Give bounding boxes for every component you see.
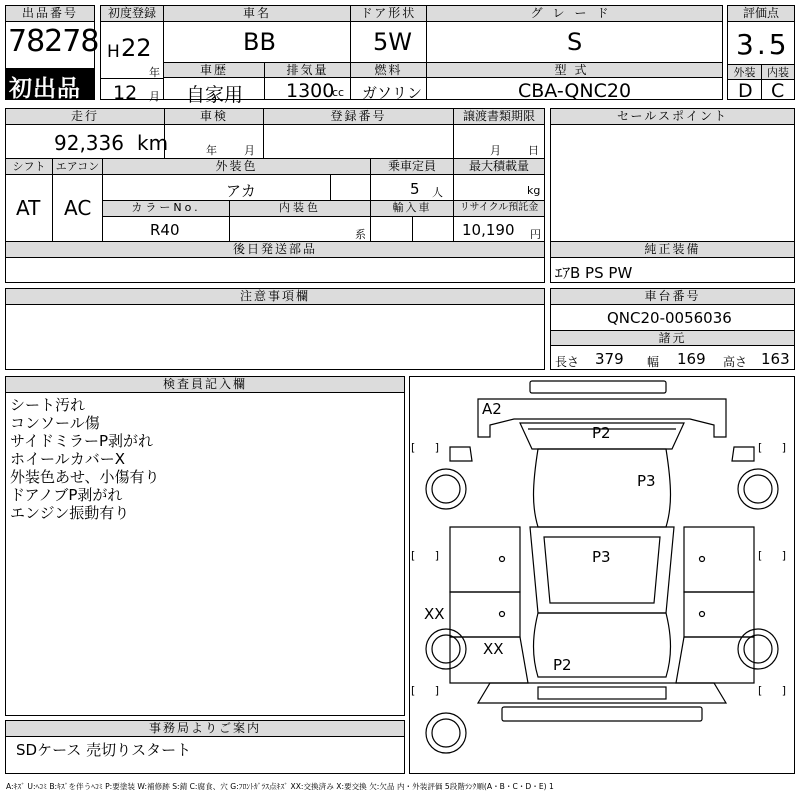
import-label: 輸入車 xyxy=(371,201,453,216)
bracket-rear-right: [ ] xyxy=(758,684,795,697)
damage-mark-p3-right: P3 xyxy=(637,472,656,490)
height-label: 高さ xyxy=(723,355,748,369)
equipment-label: 純正装備 xyxy=(551,242,794,258)
width-label: 幅 xyxy=(647,355,660,369)
displacement-unit: cc xyxy=(332,86,345,99)
later-parts-box xyxy=(5,241,545,283)
first-registration-box xyxy=(100,5,164,104)
aircon-label: エアコン xyxy=(53,159,102,175)
shift: AT xyxy=(16,196,41,220)
color-number: R40 xyxy=(150,221,180,239)
capacity: 5 xyxy=(410,180,420,198)
damage-mark-a2: A2 xyxy=(482,400,502,418)
shift-label: シフト xyxy=(6,159,52,175)
transfer-month-unit: 月 xyxy=(490,144,501,157)
lot-number-box xyxy=(5,5,99,102)
score: 3.5 xyxy=(736,28,790,61)
mileage-label: 走行 xyxy=(6,109,164,125)
specs-label: 諸元 xyxy=(551,331,794,346)
first-registration-label: 初度登録 xyxy=(101,6,163,22)
equipment-box xyxy=(550,241,795,283)
inspection-month-unit: 月 xyxy=(244,144,255,157)
exterior-color: アカ xyxy=(226,182,256,200)
bracket-rear-left: [ ] xyxy=(411,684,448,697)
vehicle-history: 自家用 xyxy=(186,84,244,106)
recycle-unit: 円 xyxy=(530,228,541,241)
displacement: 1300 xyxy=(286,80,335,102)
damage-mark-p2-rear: P2 xyxy=(553,656,572,674)
damage-mark-p3-roof: P3 xyxy=(592,548,611,566)
interior-grade-label: 内装 xyxy=(762,65,794,80)
transfer-deadline-label: 譲渡書類期限 xyxy=(454,109,544,125)
lot-number-label: 出品番号 xyxy=(6,6,94,22)
capacity-label: 乗車定員 xyxy=(371,159,453,175)
mileage-unit: km xyxy=(137,131,169,155)
inspector-note: エンジン振動有り xyxy=(10,504,130,522)
score-label: 評価点 xyxy=(728,6,794,22)
exterior-color-label: 外装色 xyxy=(103,159,370,175)
office-label: 事務局よりご案内 xyxy=(6,721,404,737)
inspector-note: ドアノブP剥がれ xyxy=(10,486,123,504)
chassis-box xyxy=(550,288,795,370)
inspector-note: 外装色あせ、小傷有り xyxy=(10,468,160,486)
registration-year: 22 xyxy=(121,34,152,62)
model-code: CBA-QNC20 xyxy=(518,80,632,102)
history-label: 車歴 xyxy=(164,63,264,78)
recycle-label: リサイクル預託金 xyxy=(454,201,544,216)
interior-grade: C xyxy=(771,80,785,102)
grade: S xyxy=(567,28,583,56)
car-name-label: 車名 xyxy=(164,6,350,22)
registration-number-label: 登録番号 xyxy=(264,109,453,125)
month-unit: 月 xyxy=(149,90,160,103)
inspection-label: 車検 xyxy=(165,109,263,125)
door-label: ドア形状 xyxy=(351,6,426,22)
year-unit: 年 xyxy=(149,66,160,79)
color-number-label: カラーNo. xyxy=(103,201,229,216)
chassis-number: QNC20-0056036 xyxy=(607,309,732,327)
damage-mark-xx-rear: XX xyxy=(483,640,504,658)
interior-color-unit: 系 xyxy=(355,228,366,241)
first-listing-label: 初出品 xyxy=(9,76,81,102)
mileage: 92,336 xyxy=(54,131,124,155)
displacement-label: 排気量 xyxy=(265,63,350,78)
exterior-grade: D xyxy=(738,80,753,102)
fuel: ガソリン xyxy=(362,84,423,102)
damage-mark-p2-front: P2 xyxy=(592,424,611,442)
chassis-label: 車台番号 xyxy=(551,289,794,305)
notes-label: 注意事項欄 xyxy=(6,289,544,305)
recycle-amount: 10,190 xyxy=(462,221,515,239)
door-type: 5W xyxy=(373,28,412,56)
grade-label: グレード xyxy=(427,6,722,22)
car-name: BB xyxy=(243,28,276,56)
inspector-note: サイドミラーP剥がれ xyxy=(10,432,153,450)
inspector-notes xyxy=(10,396,160,522)
max-load-label: 最大積載量 xyxy=(454,159,544,175)
score-box xyxy=(727,5,795,100)
bracket-front-right: [ ] xyxy=(758,441,795,454)
inspector-note: ホイールカバーX xyxy=(10,450,125,468)
max-load-unit: kg xyxy=(527,184,541,197)
inspection-year-unit: 年 xyxy=(206,144,217,157)
bracket-side-right: [ ] xyxy=(758,549,795,562)
office-note: SDケース 売切りスタート xyxy=(16,741,192,759)
damage-mark-xx-side: XX xyxy=(424,605,445,623)
registration-month: 12 xyxy=(113,82,138,104)
inspector-label: 検査員記入欄 xyxy=(6,377,404,393)
inspector-box xyxy=(5,376,405,716)
fuel-label: 燃料 xyxy=(351,63,426,78)
transfer-day-unit: 日 xyxy=(528,144,539,157)
notes-box xyxy=(5,288,545,370)
width: 169 xyxy=(677,350,706,368)
era: H xyxy=(107,42,120,62)
inspector-note: コンソール傷 xyxy=(10,414,100,432)
lot-number: 78278 xyxy=(8,24,99,59)
sales-points-label: セールスポイント xyxy=(551,109,794,125)
aircon: AC xyxy=(64,196,92,220)
office-box xyxy=(5,720,405,774)
equipment: ｴｱB PS PW xyxy=(555,264,633,282)
exterior-grade-label: 外装 xyxy=(728,65,761,80)
interior-color-label: 内装色 xyxy=(230,201,370,216)
length-label: 長さ xyxy=(555,355,580,369)
height: 163 xyxy=(761,350,790,368)
damage-legend: A:ｷｽﾞ U:ﾍｺﾐ B:ｷｽﾞを伴うﾍｺﾐ P:要塗装 W:補修跡 S:錆 C:腐食、穴 G:ﾌﾛﾝﾄｶﾞﾗｽ点ｷｽﾞ XX:交換済み X:要交換 欠:欠品 内・外装評価 5段階ﾗﾝｸ順(A・B・C・D・E) 1 xyxy=(6,782,554,791)
length: 379 xyxy=(595,350,624,368)
later-parts-label: 後日発送部品 xyxy=(6,242,544,258)
inspector-note: シート汚れ xyxy=(10,396,86,414)
capacity-unit: 人 xyxy=(432,186,443,199)
sales-points-box xyxy=(550,108,795,242)
bracket-side-left: [ ] xyxy=(411,549,448,562)
bracket-front-left: [ ] xyxy=(411,441,448,454)
model-label: 型式 xyxy=(427,63,722,78)
